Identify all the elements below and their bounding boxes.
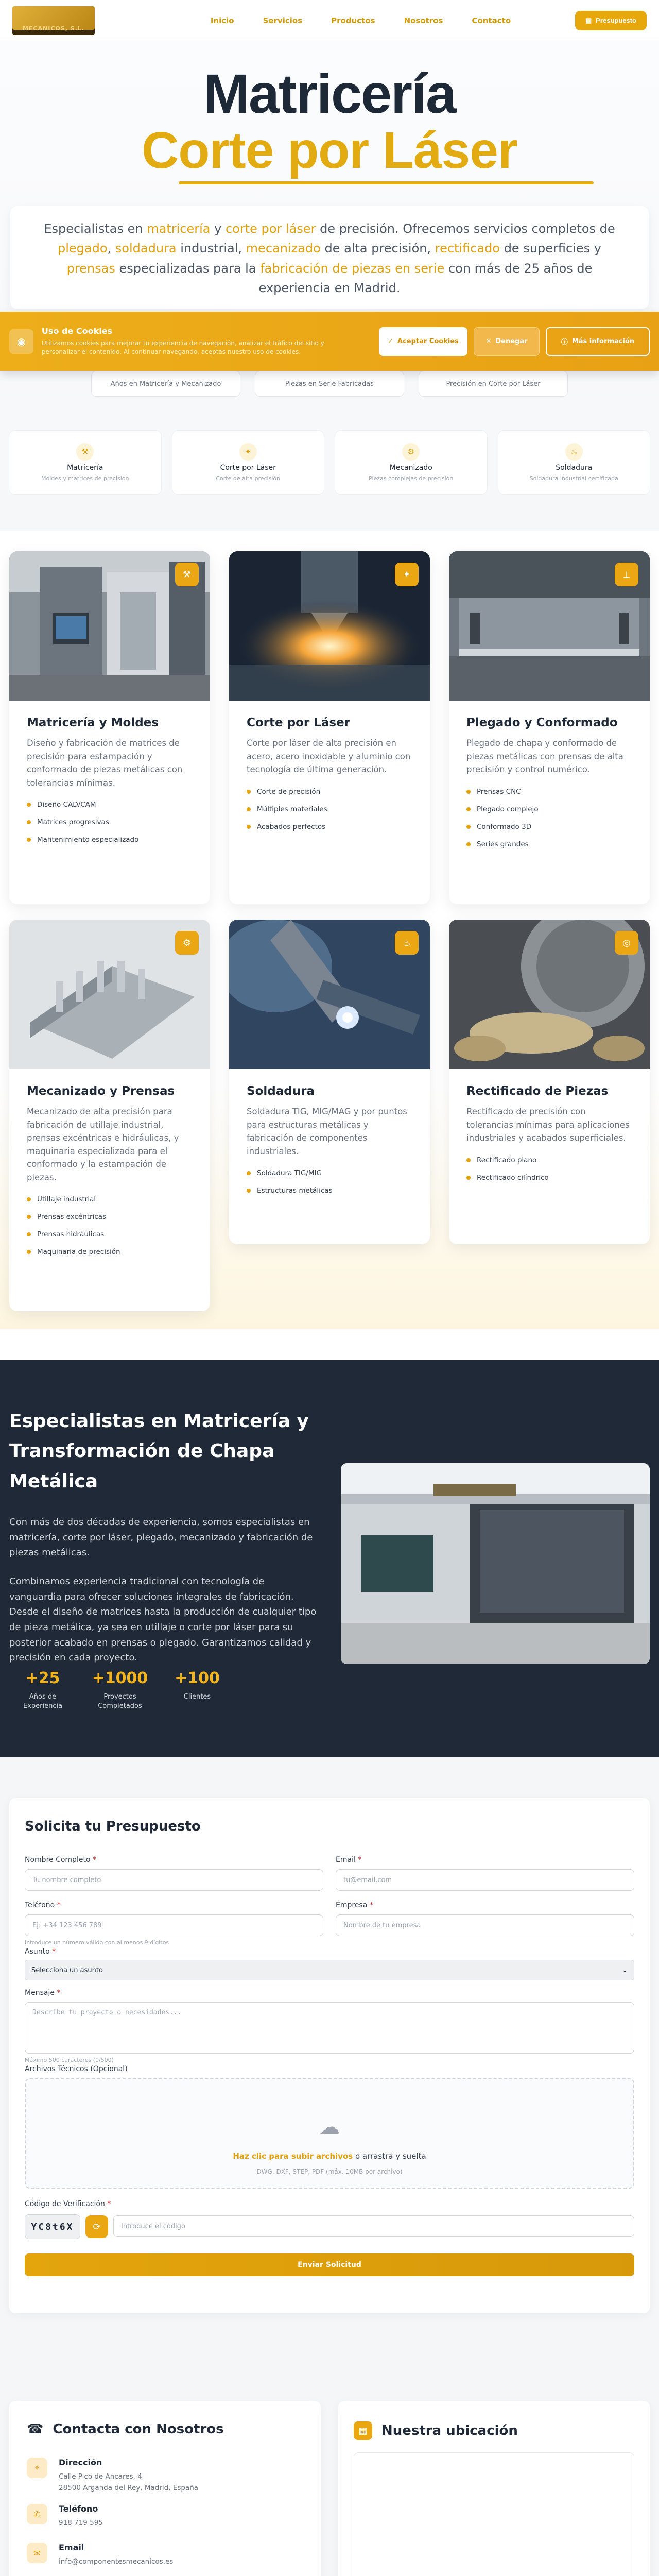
building-photo xyxy=(341,1463,650,1664)
bullet-icon xyxy=(247,807,251,811)
company-logo[interactable] xyxy=(12,6,95,35)
service-description: Diseño y fabricación de matrices de precisión para estampación y conformado de piezas metálicas con tolerancias mínimas. xyxy=(27,738,183,788)
service-description: Plegado de chapa y conformado de piezas metálicas con prensas de alta precisión y control numérico. xyxy=(466,738,623,775)
contact-row-content xyxy=(59,2504,103,2529)
form-title: Solicita tu Presupuesto xyxy=(25,1819,201,1834)
refresh-captcha-button[interactable] xyxy=(85,2215,108,2238)
subject-selected-value: Selecciona un asunto xyxy=(31,1966,103,1974)
desc-text: de alta precisión, xyxy=(320,241,435,256)
service-feature xyxy=(247,823,412,831)
phone-label xyxy=(25,1901,61,1909)
service-card-plegado[interactable] xyxy=(449,551,650,904)
feature-label: Acabados perfectos xyxy=(257,822,326,831)
required-mark: * xyxy=(358,1856,362,1864)
service-image-grinding xyxy=(449,920,650,1069)
desc-highlight: soldadura xyxy=(115,241,177,256)
bullet-icon xyxy=(247,1171,251,1175)
about-title: Especialistas en Matricería y Transformación de Chapa Metálica xyxy=(9,1411,309,1492)
hero-description xyxy=(36,219,623,298)
submit-button[interactable]: Enviar Solicitud xyxy=(25,2253,634,2276)
desc-text: de superficies y xyxy=(500,241,601,256)
feature-label: Mantenimiento especializado xyxy=(37,836,139,844)
bullet-icon xyxy=(27,803,31,807)
contact-row-value[interactable]: 918 719 595 xyxy=(59,2519,103,2527)
service-feature xyxy=(27,1230,193,1239)
feature-label: Matrices progresivas xyxy=(37,818,109,827)
dropzone-rest-text: o arrastra y suelta xyxy=(353,2151,426,2161)
service-feature xyxy=(247,805,412,814)
feature-label: Plegado complejo xyxy=(477,805,539,814)
contact-phone xyxy=(27,2504,103,2529)
services-section xyxy=(0,531,659,1329)
building-illustration xyxy=(341,1463,650,1664)
message-textarea[interactable]: Describe tu proyecto o necesidades... xyxy=(25,2002,634,2054)
gear-icon: ⚙ xyxy=(402,443,420,461)
service-description: Corte por láser de alta precisión en acero, acero inoxidable y aluminio con tecnología de última generación. xyxy=(247,738,411,775)
stat-item xyxy=(86,1669,153,1711)
more-info-label: Más información xyxy=(571,337,635,345)
service-image-laser xyxy=(229,551,430,701)
more-info-button[interactable] xyxy=(546,327,650,356)
map-pin-icon: ⌖ xyxy=(27,2458,47,2478)
bullet-icon xyxy=(27,1197,31,1201)
feature-label: Prensas hidráulicas xyxy=(37,1230,105,1239)
feature-title: Matricería xyxy=(67,464,103,472)
stat-pill: Piezas en Serie Fabricadas xyxy=(255,371,404,397)
desc-text: con más de 25 años de experiencia en Madrid. xyxy=(258,261,593,296)
cookie-body: Utilizamos cookies para mejorar tu experiencia de navegación, analizar el tráfico del sitio y personalizar el contenido. Al continuar navegando, aceptas nuestro uso de cookies. xyxy=(41,340,324,355)
required-mark: * xyxy=(52,1947,56,1956)
info-icon: ⓘ xyxy=(561,338,568,346)
contact-title-text: Contacta con Nosotros xyxy=(53,2421,224,2437)
dropzone-formats: DWG, DXF, STEP, PDF (máx. 10MB por archivo) xyxy=(256,2168,403,2175)
captcha-input[interactable]: Introduce el código xyxy=(113,2215,634,2237)
desc-highlight: fabricación de piezas en serie xyxy=(260,261,445,276)
hero-underline xyxy=(179,181,594,184)
service-card-soldadura[interactable] xyxy=(229,920,430,1244)
feature-label: Utillaje industrial xyxy=(37,1195,96,1204)
service-description: Soldadura TIG, MIG/MAG y por puntos para estructuras metálicas y fabricación de componentes industriales. xyxy=(247,1107,407,1156)
stat-item xyxy=(9,1669,76,1711)
service-feature xyxy=(247,1187,412,1195)
service-feature xyxy=(466,840,632,849)
service-badge-icon: ⚒ xyxy=(175,563,199,586)
feature-label: Maquinaria de precisión xyxy=(37,1248,120,1257)
nav-link-inicio[interactable]: Inicio xyxy=(210,15,234,25)
feature-label: Rectificado cilíndrico xyxy=(477,1173,549,1182)
upload-cloud-icon: ☁ xyxy=(319,2115,340,2139)
feature-label: Prensas CNC xyxy=(477,787,521,796)
service-body xyxy=(229,701,430,856)
document-icon: ▤ xyxy=(585,16,592,24)
email-label xyxy=(336,1856,361,1864)
bullet-icon xyxy=(466,842,471,846)
dropzone-text xyxy=(26,2151,633,2161)
service-feature xyxy=(27,1195,193,1204)
stat-label: Años de Experiencia xyxy=(23,1693,63,1710)
desc-text: y xyxy=(210,222,226,236)
service-feature xyxy=(247,1169,412,1177)
service-body xyxy=(9,1069,210,1281)
desc-highlight: corte por láser xyxy=(225,222,316,236)
nav-link-contacto[interactable]: Contacto xyxy=(472,15,511,25)
feature-card-matriceria[interactable] xyxy=(9,430,162,495)
service-body xyxy=(229,1069,430,1219)
company-input[interactable]: Nombre de tu empresa xyxy=(336,1914,634,1936)
feature-label: Corte de precisión xyxy=(257,787,321,796)
service-title: Rectificado de Piezas xyxy=(466,1084,609,1098)
check-icon: ✓ xyxy=(388,337,394,345)
refresh-icon: ⟳ xyxy=(93,2221,101,2232)
service-image-machine xyxy=(9,551,210,701)
bullet-icon xyxy=(466,1176,471,1180)
files-label: Archivos Técnicos (Opcional) xyxy=(25,2065,128,2073)
map-embed[interactable] xyxy=(354,2452,634,2576)
cookie-text xyxy=(42,326,363,357)
deny-cookies-label: Denegar xyxy=(495,337,528,345)
service-feature xyxy=(466,1174,632,1182)
contact-address xyxy=(27,2458,198,2494)
map-title-text: Nuestra ubicación xyxy=(381,2423,518,2438)
cookie-actions xyxy=(379,327,650,356)
headset-icon: ☎ xyxy=(27,2421,44,2437)
bullet-icon xyxy=(247,790,251,794)
subject-select[interactable] xyxy=(25,1960,634,1980)
service-image-welding xyxy=(229,920,430,1069)
service-body xyxy=(9,701,210,869)
phone-label-text: Teléfono xyxy=(25,1901,55,1909)
laser-icon: ✦ xyxy=(239,443,257,461)
required-mark: * xyxy=(57,1901,61,1909)
about-paragraph: Con más de dos décadas de experiencia, somos especialistas en matricería, corte por láser, plegado, mecanizado y fabricación de piezas metálicas. xyxy=(9,1517,313,1558)
contact-email xyxy=(27,2543,173,2568)
stat-number: +1000 xyxy=(92,1669,148,1687)
desc-highlight: rectificado xyxy=(435,241,500,256)
desc-text: industrial, xyxy=(176,241,246,256)
nav-link-servicios[interactable]: Servicios xyxy=(263,15,303,25)
wrench-icon: ⚒ xyxy=(76,443,94,461)
service-description: Rectificado de precisión con tolerancias mínimas para aplicaciones industriales y acabados superficiales. xyxy=(466,1107,630,1143)
feature-label: Conformado 3D xyxy=(477,822,532,831)
feature-subtitle: Corte de alta precisión xyxy=(216,475,281,482)
service-feature xyxy=(466,805,632,814)
phone-icon: ✆ xyxy=(27,2504,47,2524)
desc-highlight: matricería xyxy=(147,222,211,236)
contact-row-content xyxy=(59,2543,173,2568)
contact-row-head: Dirección xyxy=(59,2458,102,2467)
captcha-label-text: Código de Verificación xyxy=(25,2200,105,2208)
feature-label: Diseño CAD/CAM xyxy=(37,801,96,809)
desc-highlight: plegado xyxy=(58,241,108,256)
captcha-label xyxy=(25,2200,111,2208)
bullet-icon xyxy=(27,1250,31,1254)
contact-section xyxy=(0,2354,659,2576)
service-image-parts xyxy=(9,920,210,1069)
desc-highlight: prensas xyxy=(66,261,115,276)
service-title: Mecanizado y Prensas xyxy=(27,1084,175,1098)
service-card-rectificado[interactable] xyxy=(449,920,650,1244)
bullet-icon xyxy=(247,1189,251,1193)
cookie-icon: ◉ xyxy=(9,329,33,354)
desc-text: especializadas para la xyxy=(115,261,261,276)
service-feature xyxy=(466,788,632,796)
feature-subtitle: Moldes y matrices de precisión xyxy=(41,475,129,482)
service-title: Plegado y Conformado xyxy=(466,716,618,730)
close-icon: ✕ xyxy=(485,337,492,345)
service-title: Corte por Láser xyxy=(247,716,351,730)
required-mark: * xyxy=(57,1989,61,1997)
phone-input[interactable]: Ej: +34 123 456 789 xyxy=(25,1914,323,1936)
service-feature xyxy=(27,818,193,826)
feature-card-laser[interactable] xyxy=(172,430,325,495)
service-feature xyxy=(27,836,193,844)
subject-label xyxy=(25,1947,56,1956)
quote-form xyxy=(9,1798,650,2313)
message-label-text: Mensaje xyxy=(25,1989,55,1997)
nav-link-productos[interactable]: Productos xyxy=(331,15,375,25)
feature-title: Mecanizado xyxy=(389,464,432,472)
service-badge-icon: ◎ xyxy=(615,931,638,955)
required-mark: * xyxy=(107,2200,111,2208)
service-title: Soldadura xyxy=(247,1084,315,1098)
bullet-icon xyxy=(466,1158,471,1162)
feature-title: Soldadura xyxy=(556,464,593,472)
contact-row-value: Calle Pico de Ancares, 4 xyxy=(59,2472,142,2481)
stat-label: Proyectos Completados xyxy=(98,1693,142,1710)
service-badge-icon: ♨ xyxy=(395,931,419,955)
feature-subtitle: Piezas complejas de precisión xyxy=(369,475,454,482)
bullet-icon xyxy=(27,1215,31,1219)
service-feature xyxy=(247,788,412,796)
desc-text: de precisión. Ofrecemos servicios completos de xyxy=(316,222,615,236)
stat-pill: Años en Matricería y Mecanizado xyxy=(91,371,240,397)
feature-label: Soldadura TIG/MIG xyxy=(257,1169,322,1178)
map-icon: ▦ xyxy=(354,2421,372,2440)
about-section xyxy=(0,1360,659,1757)
company-label-text: Empresa xyxy=(336,1901,368,1909)
presupuesto-button[interactable] xyxy=(575,11,647,30)
logo-text: MECANICOS, S.L. xyxy=(23,25,84,32)
map-card xyxy=(338,2401,650,2576)
feature-cards xyxy=(9,430,650,495)
bullet-icon xyxy=(466,790,471,794)
presupuesto-label: Presupuesto xyxy=(596,16,636,24)
message-counter: Máximo 500 caracteres (0/500) xyxy=(25,2057,114,2063)
bullet-icon xyxy=(466,807,471,811)
contact-title xyxy=(27,2421,224,2437)
name-label xyxy=(25,1856,96,1864)
bullet-icon xyxy=(466,825,471,829)
file-dropzone[interactable] xyxy=(25,2078,634,2189)
service-title: Matricería y Moldes xyxy=(27,716,159,730)
service-card-laser[interactable] xyxy=(229,551,430,904)
stat-pills xyxy=(0,371,659,397)
flame-icon: ♨ xyxy=(565,443,583,461)
service-feature xyxy=(27,1213,193,1221)
email-input[interactable]: tu@email.com xyxy=(336,1869,634,1891)
service-image-press xyxy=(449,551,650,701)
message-label xyxy=(25,1989,60,1997)
subject-label-text: Asunto xyxy=(25,1947,50,1956)
service-description: Mecanizado de alta precisión para fabricación de utillaje industrial, prensas excéntricas e hidráulicas, y maquinaria especializada para el conformado y la estampación de piezas. xyxy=(27,1107,179,1182)
required-mark: * xyxy=(92,1856,96,1864)
bullet-icon xyxy=(247,825,251,829)
chevron-down-icon: ⌄ xyxy=(622,1966,628,1974)
hero-title: Matricería xyxy=(203,62,456,125)
desc-text: , xyxy=(107,241,115,256)
feature-subtitle: Soldadura industrial certificada xyxy=(529,475,618,482)
stat-label: Clientes xyxy=(183,1693,211,1701)
feature-card-mecanizado[interactable] xyxy=(335,430,488,495)
bullet-icon xyxy=(27,838,31,842)
about-paragraph: Combinamos experiencia tradicional con tecnología de vanguardia para ofrecer soluciones integrales de fabricación. Desde el diseño de matrices hasta la producción de cualquier tipo de pieza metálica, ya sea en utillaje o corte por láser para su posterior acabado en prensas o plegado. Garantizamos calidad y precisión en cada proyecto. xyxy=(9,1576,317,1664)
company-label xyxy=(336,1901,373,1909)
quote-section xyxy=(0,1757,659,2354)
desc-text: Especialistas en xyxy=(44,222,147,236)
contact-row-value: 28500 Arganda del Rey, Madrid, España xyxy=(59,2483,199,2492)
stat-number: +100 xyxy=(175,1669,220,1687)
contact-card xyxy=(9,2401,321,2576)
contact-row-head: Email xyxy=(59,2543,84,2552)
feature-label: Series grandes xyxy=(477,840,529,849)
email-label-text: Email xyxy=(336,1856,356,1864)
hero-section xyxy=(0,41,659,531)
about-stats xyxy=(9,1669,231,1711)
service-badge-icon: ✦ xyxy=(395,563,419,586)
service-badge-icon: ⟂ xyxy=(615,563,638,586)
service-body xyxy=(449,701,650,873)
feature-label: Múltiples materiales xyxy=(257,805,327,814)
mail-icon: ✉ xyxy=(27,2543,47,2563)
service-feature xyxy=(466,1156,632,1164)
accept-cookies-button[interactable] xyxy=(379,327,467,356)
bullet-icon xyxy=(27,1232,31,1236)
captcha-code: YC8t6X xyxy=(25,2214,80,2239)
cookie-title: Uso de Cookies xyxy=(41,326,113,336)
top-navbar xyxy=(0,0,659,41)
stat-pill: Precisión en Corte por Láser xyxy=(419,371,568,397)
required-mark: * xyxy=(369,1901,373,1909)
desc-highlight: mecanizado xyxy=(246,241,321,256)
service-feature xyxy=(27,801,193,809)
map-title xyxy=(354,2421,518,2440)
nav-link-nosotros[interactable]: Nosotros xyxy=(404,15,443,25)
feature-label: Prensas excéntricas xyxy=(37,1213,107,1222)
contact-row-content xyxy=(59,2458,198,2494)
nav-links xyxy=(211,16,511,25)
service-card-matriceria[interactable] xyxy=(9,551,210,904)
contact-row-value[interactable]: info@componentesmecanicos.es xyxy=(59,2557,174,2566)
service-card-mecanizado[interactable] xyxy=(9,920,210,1311)
deny-cookies-button[interactable] xyxy=(474,327,540,356)
feature-card-soldadura[interactable] xyxy=(498,430,651,495)
feature-label: Rectificado plano xyxy=(477,1156,537,1164)
hero-subtitle: Corte por Láser xyxy=(142,122,517,179)
feature-title: Corte por Láser xyxy=(220,464,276,472)
service-body xyxy=(449,1069,650,1207)
stat-number: +25 xyxy=(25,1669,60,1687)
upload-link[interactable]: Haz clic para subir archivos xyxy=(233,2151,353,2161)
service-feature xyxy=(27,1248,193,1256)
name-input[interactable]: Tu nombre completo xyxy=(25,1869,323,1891)
feature-label: Estructuras metálicas xyxy=(257,1187,333,1195)
service-badge-icon: ⚙ xyxy=(175,931,199,955)
stat-item xyxy=(164,1669,231,1711)
accept-cookies-label: Aceptar Cookies xyxy=(397,337,459,345)
service-feature xyxy=(466,823,632,831)
contact-row-head: Teléfono xyxy=(59,2504,98,2514)
bullet-icon xyxy=(27,820,31,824)
name-label-text: Nombre Completo xyxy=(25,1856,91,1864)
cookie-banner xyxy=(0,312,659,371)
phone-hint: Introduce un número válido con al menos 9 dígitos xyxy=(25,1939,169,1946)
